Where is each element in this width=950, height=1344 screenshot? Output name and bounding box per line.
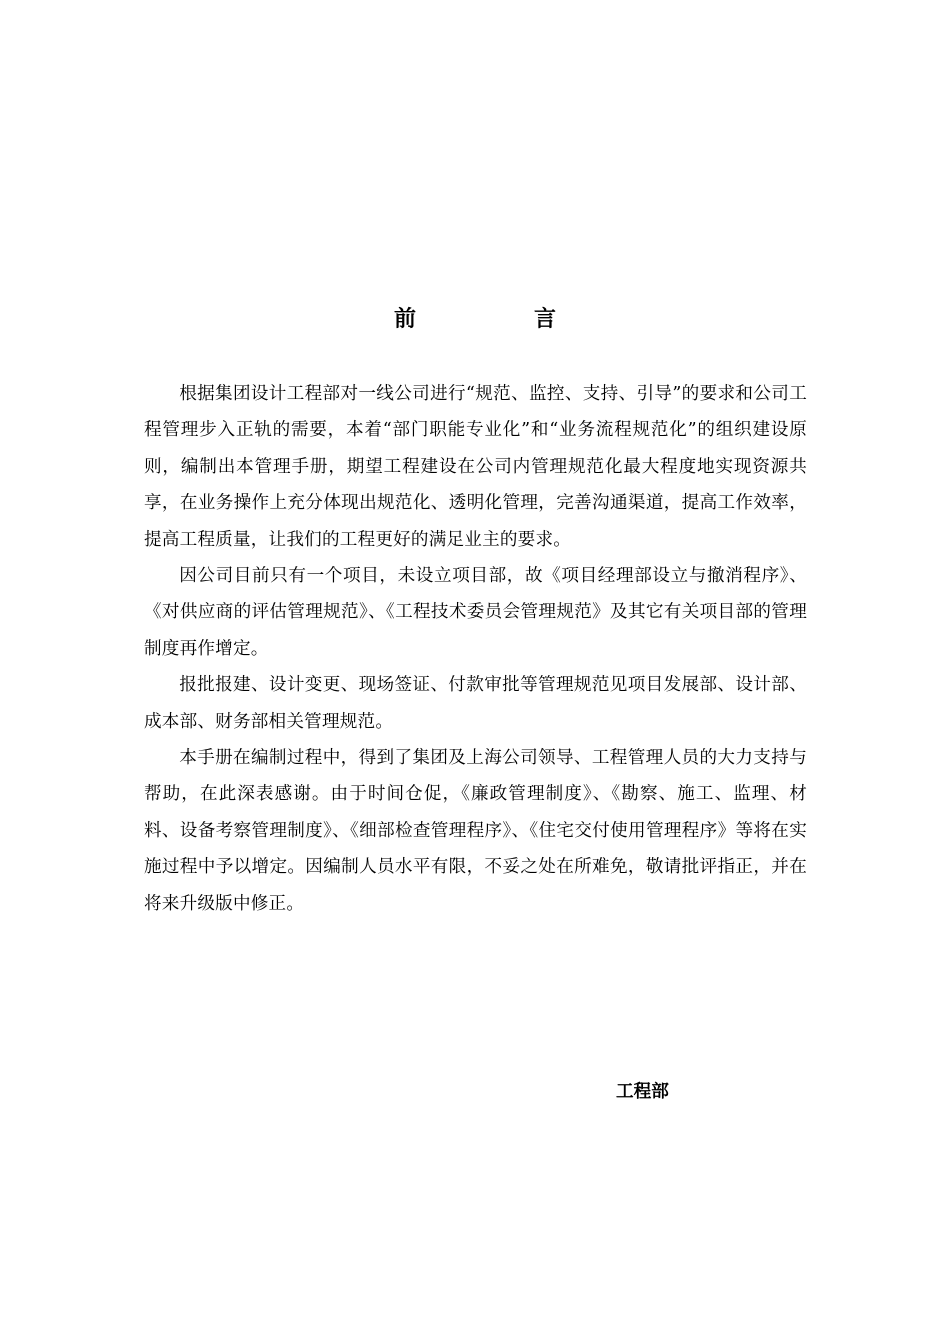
title-char-2: 言 — [534, 307, 557, 332]
paragraph-2: 因公司目前只有一个项目，未设立项目部，故《项目经理部设立与撤消程序》、《对供应商的评估管理规范》、《工程技术委员会管理规范》及其它有关项目部的管理制度再作增定。 — [144, 566, 807, 659]
paragraph-1: 根据集团设计工程部对一线公司进行“规范、监控、支持、引导”的要求和公司工程管理步入正轨的需要，本着“部门职能专业化”和“业务流程规范化”的组织建设原则，编制出本管理手册，期望工程建设在公司内管理规范化最大程度地实现资源共享，在业务操作上充分体现出规范化、透明化管理，完善沟通渠道，提高工作效率，提高工程质量，让我们的工程更好的满足业主的要求。 — [144, 384, 807, 550]
paragraph-4: 本手册在编制过程中，得到了集团及上海公司领导、工程管理人员的大力支持与帮助，在此深表感谢。由于时间仓促，《廉政管理制度》、《勘察、施工、监理、材料、设备考察管理制度》、《细部检查管理程序》、《住宅交付使用管理程序》等将在实施过程中予以增定。因编制人员水平有限，不妥之处在所难免，敬请批评指正，并在将来升级版中修正。 — [144, 748, 807, 914]
page-title — [0, 303, 950, 337]
signature: 工程部 — [616, 1082, 669, 1102]
paragraph-3: 报批报建、设计变更、现场签证、付款审批等管理规范见项目发展部、设计部、成本部、财务部相关管理规范。 — [144, 675, 807, 732]
title-char-1: 前 — [394, 307, 417, 332]
preface-body — [144, 376, 807, 922]
